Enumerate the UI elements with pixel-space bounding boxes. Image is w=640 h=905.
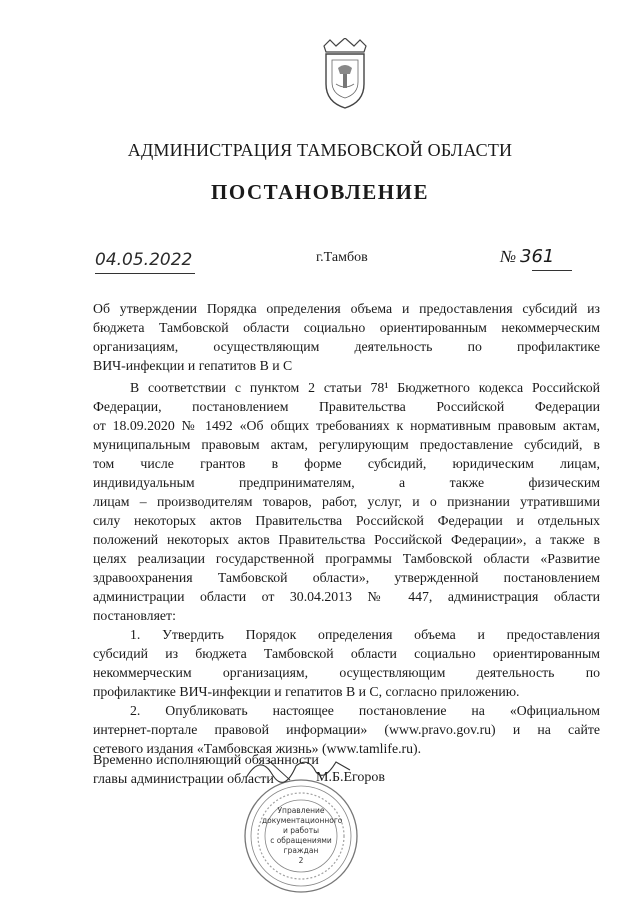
date-underline [95, 273, 195, 274]
preamble-line: лицам – производителям товаров, работ, услуг, и о признании утратившими [93, 494, 600, 509]
body-text [93, 378, 600, 758]
subject-line: бюджета Тамбовской области социально ориентированным некоммерческим [93, 320, 600, 335]
preamble-line: Федерации, постановлением Правительства Российской Федерации [93, 399, 600, 414]
seal-line: и работы [282, 826, 320, 835]
preamble-line: целях реализации государственной программы Тамбовской области «Развитие [93, 551, 600, 566]
item1-line: субсидий из бюджета Тамбовской области социально ориентированным [93, 646, 600, 661]
document-number [500, 246, 554, 267]
preamble-line: силу некоторых актов Правительства Российской Федерации и отдельных [93, 513, 600, 528]
preamble-line: том числе грантов в форме субсидий, юридическим лицам, [93, 456, 600, 471]
subject-line: Об утверждении Порядка определения объема и предоставления субсидий из [93, 301, 600, 316]
preamble-line: В соответствии с пунктом 2 статьи 78¹ Бюджетного кодекса Российской [130, 380, 600, 395]
seal-line: с обращениями [270, 836, 332, 845]
preamble-line: от 18.09.2020 № 1492 «Об общих требованиях к нормативным правовым актам, [93, 418, 600, 433]
coat-of-arms-emblem [318, 38, 372, 110]
document-type: ПОСТАНОВЛЕНИЕ [211, 180, 429, 204]
seal-line: Управление [277, 806, 325, 815]
seal-line: граждан [283, 846, 319, 855]
item1-line: 1. Утвердить Порядок определения объема и предоставления [130, 627, 600, 642]
preamble-line: муниципальным правовым актам, регулирующим предоставление субсидий, в [93, 437, 600, 452]
document-date: 04.05.2022 [95, 250, 193, 270]
subject-line: организациям, осуществляющим деятельность по профилактике [93, 339, 600, 354]
preamble-line: постановляет: [93, 608, 176, 623]
seal-text [262, 806, 343, 866]
subject-line: ВИЧ-инфекции и гепатитов В и С [93, 358, 293, 373]
handwritten-signature [238, 748, 358, 788]
item1-line: некоммерческим организациям, осуществляющим деятельность по [93, 665, 600, 680]
preamble-line: индивидуальным предпринимателям, а также физическим [93, 475, 600, 490]
preamble-line: здравоохранения Тамбовской области», утвержденной постановлением [93, 570, 600, 585]
number-sign: № [500, 247, 517, 266]
item2-line: интернет-портале правовой информации» (www.pravo.gov.ru) и на сайте [93, 722, 600, 737]
number-value: 361 [520, 246, 555, 267]
item2-line: сетевого издания «Тамбовская жизнь» (www.tamlife.ru). [93, 741, 422, 756]
item2-line: 2. Опубликовать настоящее постановление на «Официальном [130, 703, 600, 718]
seal-line: документационного [262, 816, 343, 825]
seal-line: 2 [298, 856, 304, 865]
signatory-name: М.Б.Егоров [316, 770, 386, 785]
signatory-position: главы администрации области [93, 772, 274, 787]
signatory-position: Временно исполняющий обязанности [93, 753, 319, 768]
document-city: г.Тамбов [316, 250, 368, 265]
preamble-line: администрации области от 30.04.2013 № 447, администрация области [93, 589, 600, 604]
organization-title: АДМИНИСТРАЦИЯ ТАМБОВСКОЙ ОБЛАСТИ [127, 140, 513, 160]
number-underline [532, 270, 572, 271]
subject-block [93, 299, 600, 375]
preamble-line: положений некоторых актов Правительства Российской Федерации», а также в [93, 532, 600, 547]
item1-line: профилактике ВИЧ-инфекции и гепатитов В и С, согласно приложению. [93, 684, 520, 699]
